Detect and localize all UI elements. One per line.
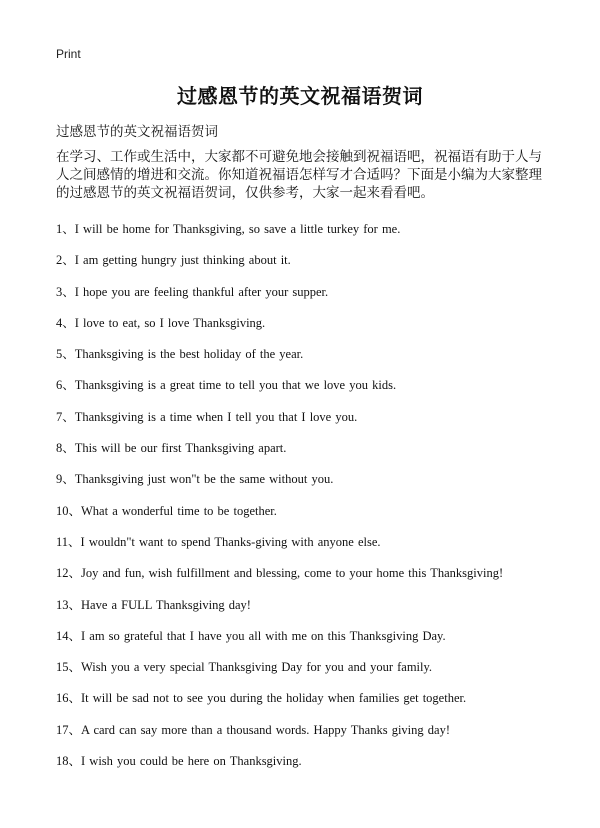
list-item: 12、Joy and fun, wish fulfillment and blessing, come to your home this Thanksgiving! xyxy=(56,566,504,581)
list-item: 16、It will be sad not to see you during the holiday when families get together. xyxy=(56,691,467,706)
greetings-list xyxy=(56,219,566,782)
print-link[interactable]: Print xyxy=(56,47,81,61)
list-item: 5、Thanksgiving is the best holiday of the year. xyxy=(56,347,304,362)
list-item: 4、I love to eat, so I love Thanksgiving. xyxy=(56,315,266,330)
list-item: 1、I will be home for Thanksgiving, so save a little turkey for me. xyxy=(56,222,401,236)
list-item: 7、Thanksgiving is a time when I tell you that I love you. xyxy=(56,409,358,424)
article-subtitle: 过感恩节的英文祝福语贺词 xyxy=(56,124,218,140)
list-item: 17、A card can say more than a thousand words. Happy Thanks giving day! xyxy=(56,722,450,737)
list-item: 10、What a wonderful time to be together. xyxy=(56,503,277,518)
page-title: 过感恩节的英文祝福语贺词 xyxy=(177,84,423,108)
list-item: 13、Have a FULL Thanksgiving day! xyxy=(56,597,251,612)
list-item: 18、I wish you could be here on Thanksgiving. xyxy=(56,754,302,769)
list-item: 8、This will be our first Thanksgiving apart. xyxy=(56,441,287,456)
list-item: 15、Wish you a very special Thanksgiving Day for you and your family. xyxy=(56,660,433,675)
list-item: 3、I hope you are feeling thankful after your supper. xyxy=(56,284,329,299)
list-item: 14、I am so grateful that I have you all with me on this Thanksgiving Day. xyxy=(56,628,446,643)
list-item: 9、Thanksgiving just won"t be the same without you. xyxy=(56,472,334,487)
list-item: 11、I wouldn"t want to spend Thanks-giving with anyone else. xyxy=(56,534,381,549)
list-item: 2、I am getting hungry just thinking about it. xyxy=(56,253,291,268)
list-item: 6、Thanksgiving is a great time to tell you that we love you kids. xyxy=(56,378,397,393)
intro-paragraph: 在学习、工作或生活中，大家都不可避免地会接触到祝福语吧，祝福语有助于人与人之间感情的增进和交流。你知道祝福语怎样写才合适吗？下面是小编为大家整理的过感恩节的英文祝福语贺词，仅供参考，大家一起来看看吧。 xyxy=(56,149,542,201)
